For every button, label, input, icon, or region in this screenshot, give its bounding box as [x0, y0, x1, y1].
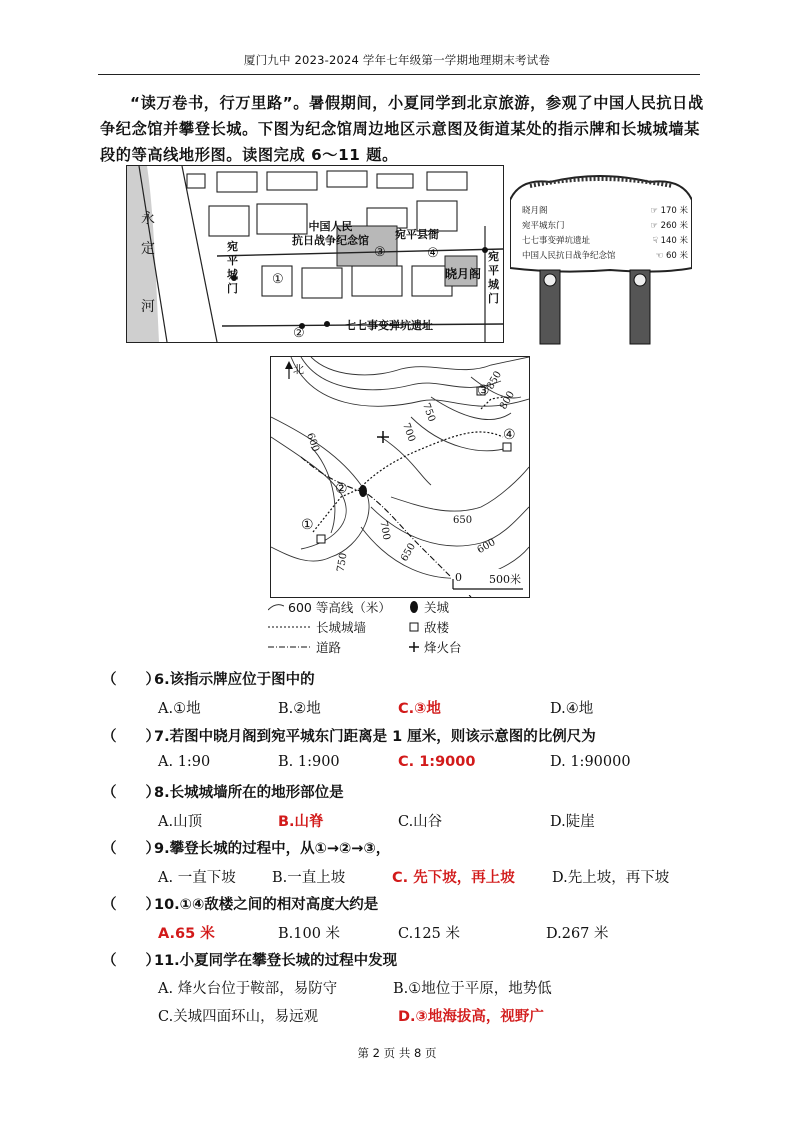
map2-mark-2: ② — [335, 481, 348, 497]
west-gate-char-3: 城 — [227, 268, 238, 281]
q8-option-d[interactable]: D.陡崖 — [550, 814, 595, 830]
river-char-2: 定 — [141, 241, 155, 257]
north-label: 北 — [293, 363, 304, 376]
pointer-left-icon: ☜ — [655, 251, 666, 261]
east-gate-char-4: 门 — [488, 292, 499, 305]
q10-option-a-answer[interactable]: A.65 米 — [158, 926, 215, 942]
q6-option-a[interactable]: A.①地 — [158, 701, 201, 717]
mark-2: ② — [293, 326, 305, 341]
question-6 — [102, 668, 712, 689]
q11-option-b[interactable]: B.①地位于平原，地势低 — [393, 981, 552, 997]
question-stem: 11.小夏同学在攀登长城的过程中发现 — [154, 953, 398, 969]
q8-option-b-answer[interactable]: B.山脊 — [278, 814, 324, 830]
pointer-icon: ☞ — [650, 221, 661, 231]
west-gate-char-4: 门 — [227, 282, 238, 295]
memorial-label-1: 中国人民 — [308, 220, 353, 233]
contour-line-icon — [268, 602, 284, 612]
mark-4: ④ — [427, 246, 439, 261]
answer-blank[interactable]: （ ） — [102, 729, 160, 745]
question-stem: 6.该指示牌应位于图中的 — [154, 672, 315, 688]
contour-750-bottom: 750 — [335, 552, 350, 573]
q9-option-c-answer[interactable]: C. 先下坡，再上坡 — [392, 870, 515, 886]
contour-650-bottom: 650 — [399, 541, 419, 564]
legend-pass-label: 关城 — [424, 600, 450, 615]
map-legend — [268, 598, 518, 660]
q6-option-d[interactable]: D.④地 — [550, 701, 594, 717]
east-gate-char-2: 平 — [488, 264, 499, 277]
direction-sign — [510, 170, 692, 348]
q7-option-a[interactable]: A. 1:90 — [158, 754, 211, 770]
contour-600-left: 600 — [304, 431, 321, 454]
q9-option-a[interactable]: A. 一直下坡 — [158, 870, 236, 886]
river-char-3: 河 — [141, 299, 155, 315]
q9-option-b[interactable]: B.一直上坡 — [272, 870, 346, 886]
pass-icon — [408, 600, 420, 614]
q8-option-a[interactable]: A.山顶 — [158, 814, 203, 830]
legend-wall-label: 长城城墙 — [316, 620, 367, 635]
pointer-down-icon: ☟ — [652, 236, 661, 246]
west-gate-char-1: 宛 — [227, 240, 238, 253]
exam-header: 厦门九中 2023-2024 学年七年级第一学期地理期末考试卷 — [243, 53, 551, 67]
intro-paragraph: “读万卷书，行万里路”。暑假期间，小夏同学到北京旅游，参观了中国人民抗日战争纪念馆并攀登长城。下图为纪念馆周边地区示意图及街道某处的指示牌和长城城墙某段的等高线地形图。读图完成 6～11 题。 — [100, 94, 704, 164]
river-char-1: 永 — [141, 211, 155, 227]
pavilion-label: 晓月阁 — [445, 267, 482, 281]
q9-option-d[interactable]: D.先上坡，再下坡 — [552, 870, 670, 886]
memorial-label-2: 抗日战争纪念馆 — [292, 234, 369, 247]
post-ornament-right — [634, 274, 646, 286]
answer-blank[interactable]: （ ） — [102, 897, 160, 913]
wall-line-icon — [268, 622, 312, 632]
q7-option-d[interactable]: D. 1:90000 — [550, 754, 631, 770]
question-stem: 8.长城城墙所在的地形部位是 — [154, 785, 344, 801]
q7-option-b[interactable]: B. 1:900 — [278, 754, 340, 770]
contour-750-top: 750 — [420, 401, 437, 424]
west-gate-char-2: 平 — [227, 254, 238, 267]
question-9 — [102, 837, 712, 858]
legend-road-label: 道路 — [316, 640, 342, 655]
question-stem: 10.①④敌楼之间的相对高度大约是 — [154, 897, 379, 913]
q10-option-b[interactable]: B.100 米 — [278, 926, 341, 942]
sign-row-1: 晓月阁 ☞ 170 米 — [522, 206, 688, 216]
legend-contour-value: 600 — [288, 599, 312, 615]
road-line-icon — [268, 642, 312, 652]
east-gate-char-1: 宛 — [488, 250, 499, 263]
contour-800: 800 — [498, 389, 518, 412]
post-ornament-left — [544, 274, 556, 286]
q11-option-c[interactable]: C.关城四面环山，易远观 — [158, 1009, 319, 1025]
sign-row-2: 宛平城东门 ☞ 260 米 — [522, 221, 688, 231]
q11-option-a[interactable]: A. 烽火台位于鞍部，易防守 — [158, 981, 338, 997]
q11-option-d-answer[interactable]: D.③地海拔高，视野广 — [398, 1009, 544, 1025]
contour-850: 850 — [485, 369, 505, 392]
legend-contour-label: 等高线（米） — [315, 600, 391, 615]
question-8 — [102, 781, 712, 802]
contour-700-bottom: 700 — [377, 520, 392, 541]
q7-option-c-answer[interactable]: C. 1:9000 — [398, 754, 476, 770]
answer-blank[interactable]: （ ） — [102, 785, 160, 801]
beacon-icon — [408, 641, 420, 653]
contour-650-right: 650 — [453, 515, 473, 526]
map2-mark-3: ③ — [477, 383, 490, 399]
pass-fort — [359, 485, 367, 497]
tower-icon — [408, 621, 420, 633]
q10-option-d[interactable]: D.267 米 — [546, 926, 609, 942]
tower-1 — [317, 535, 325, 543]
north-arrow-head — [285, 361, 293, 369]
header-rule — [98, 74, 700, 75]
county-label: 宛平县衙 — [395, 228, 439, 241]
q6-option-b[interactable]: B.②地 — [278, 701, 321, 717]
tower-4 — [503, 443, 511, 451]
mark-3: ③ — [374, 245, 386, 260]
pointer-icon: ☞ — [650, 206, 661, 216]
question-stem: 7.若图中晓月阁到宛平城东门距离是 1 厘米，则该示意图的比例尺为 — [154, 729, 596, 745]
question-10 — [102, 893, 712, 914]
question-11 — [102, 949, 712, 970]
legend-beacon-label: 烽火台 — [424, 640, 462, 655]
east-gate-char-3: 城 — [488, 278, 499, 291]
mark-1: ① — [272, 272, 284, 287]
site-dot — [324, 321, 330, 327]
contour-600-right: 600 — [475, 536, 498, 557]
memorial-area-map — [126, 165, 504, 343]
question-stem: 9.攀登长城的过程中，从①→②→③， — [154, 841, 391, 857]
answer-blank[interactable]: （ ） — [102, 841, 160, 857]
q6-option-c-answer[interactable]: C.③地 — [398, 701, 441, 717]
map2-mark-4: ④ — [503, 427, 516, 443]
legend-tower-label: 敌楼 — [424, 620, 450, 635]
sign-row-4: 中国人民抗日战争纪念馆 ☜ 60 米 — [522, 251, 688, 261]
q8-option-c[interactable]: C.山谷 — [398, 814, 443, 830]
scale-zero: 0 — [455, 571, 462, 584]
site-label: 七七事变弹坑遗址 — [345, 319, 433, 332]
scale-label: 500米 — [489, 573, 521, 586]
page-footer: 第 2 页 共 8 页 — [357, 1046, 437, 1060]
map2-mark-1: ① — [301, 517, 314, 533]
sign-row-3: 七七事变弹坑遗址 ☟ 140 米 — [522, 236, 688, 246]
main-road — [182, 166, 217, 342]
question-7 — [102, 725, 712, 746]
q10-option-c[interactable]: C.125 米 — [398, 926, 460, 942]
contour-map — [270, 356, 530, 598]
answer-blank[interactable]: （ ） — [102, 953, 160, 969]
answer-blank[interactable]: （ ） — [102, 672, 160, 688]
contour-700-top: 700 — [400, 421, 417, 444]
